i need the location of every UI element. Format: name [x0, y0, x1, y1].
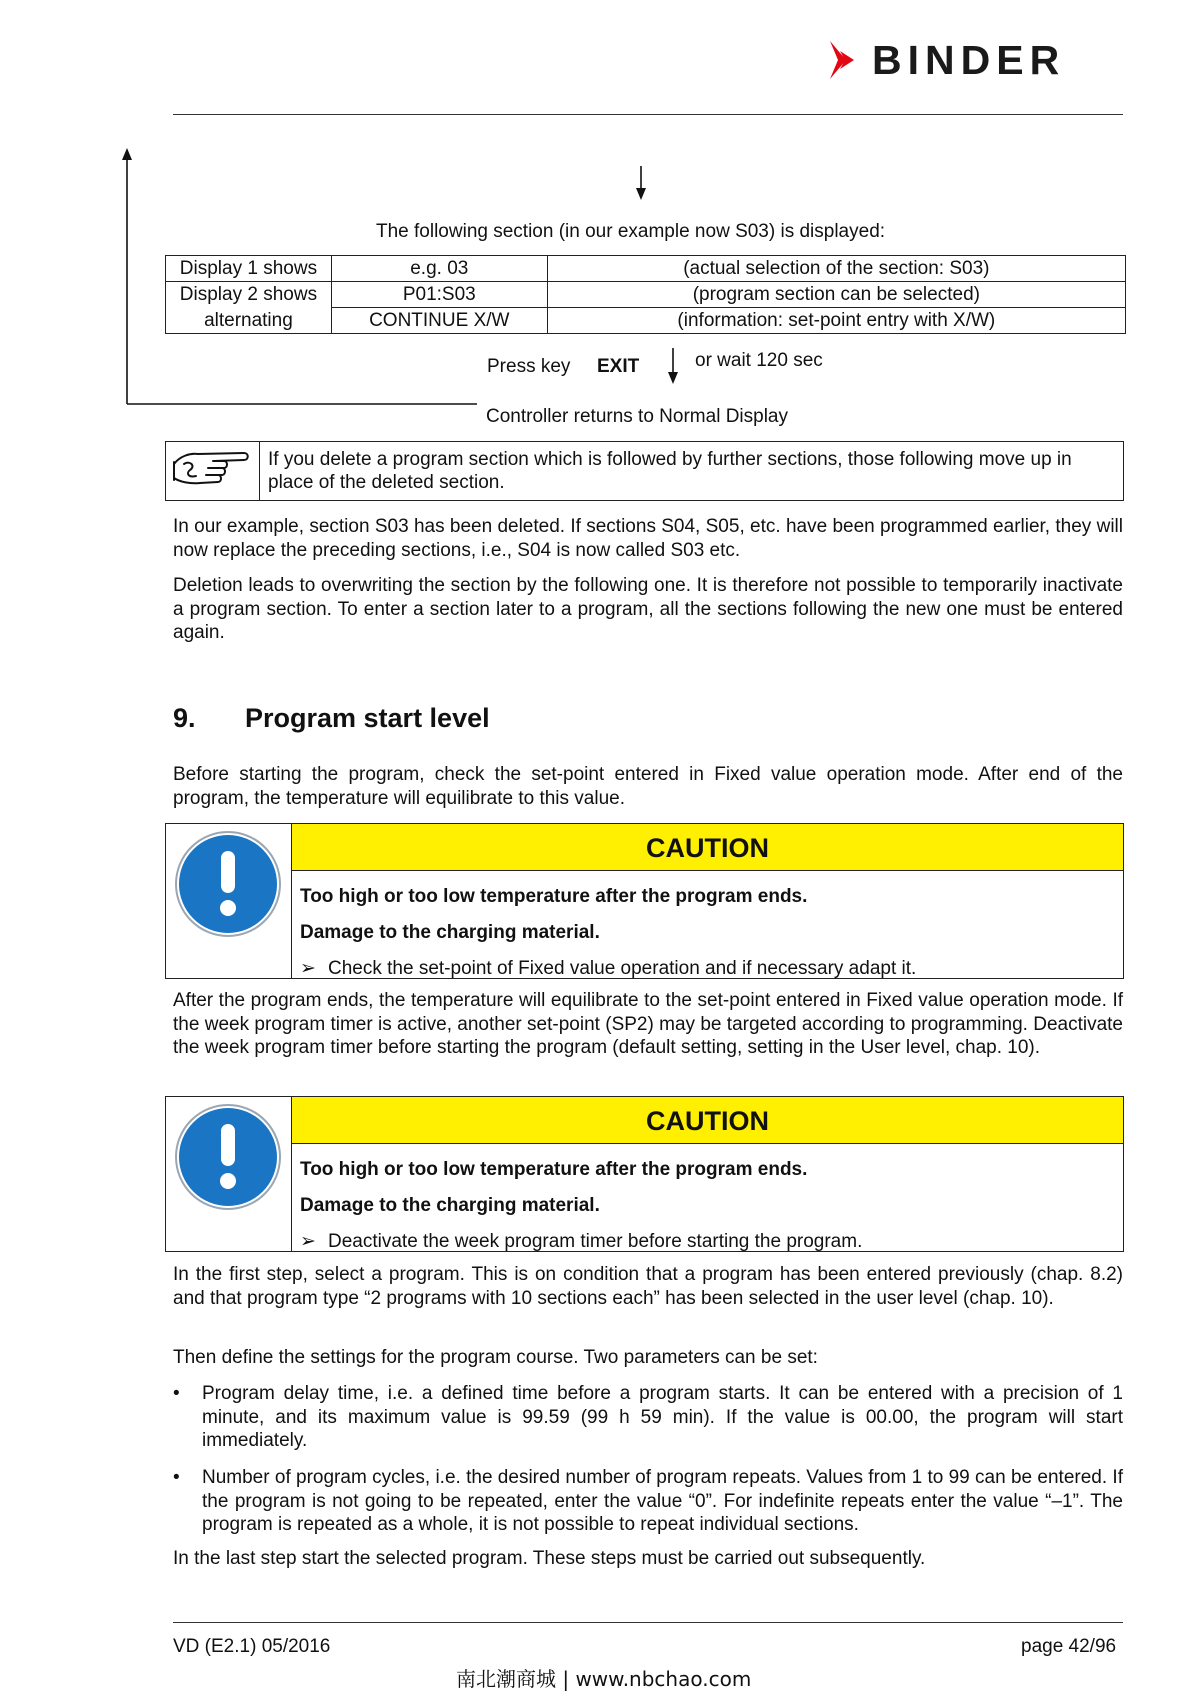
- exit-arrow-head: [668, 372, 678, 384]
- display-table: [165, 255, 1126, 334]
- table-cell: (actual selection of the section: S03): [547, 256, 1125, 282]
- paragraph-after-ends: After the program ends, the temperature will equilibrate to the set-point entered in Fixed value operation mode. If the week program timer is active, another set-point (SP2) may be targeted according to programming. Deactivate the week program timer before starting the program (default setting, setting in the User level, chap. 10).: [173, 990, 1123, 1058]
- press-key-label: Press key: [487, 356, 571, 377]
- arrow-bullet-icon: ➢: [300, 958, 316, 979]
- caution-box-2: [165, 1096, 1124, 1252]
- section-number: 9.: [173, 703, 196, 733]
- paragraph-deletion: Deletion leads to overwriting the section by the following one. It is therefore not possible to temporarily inactivate a program section. To enter a section later to a program, all the sections following the new one must be entered again.: [173, 575, 1123, 643]
- table-cell: (program section can be selected): [547, 282, 1125, 308]
- down-arrow-head: [636, 188, 646, 200]
- paragraph-then-define: Then define the settings for the program course. Two parameters can be set:: [173, 1347, 818, 1368]
- exit-key-label: EXIT: [597, 356, 640, 377]
- table-cell: e.g. 03: [331, 256, 547, 282]
- bullet-dot: •: [173, 1383, 180, 1404]
- list-item-text: Number of program cycles, i.e. the desired number of program repeats. Values from 1 to 99 can be entered. If the program is not going to be repeated, enter the value “0”. For indefinite repeats enter the value “–1”. The program is repeated as a whole, it is not possible to repeat individual sections.: [202, 1467, 1123, 1535]
- table-row: [166, 256, 1126, 282]
- caution-box-1: [165, 823, 1124, 979]
- note-text: If you delete a program section which is followed by further sections, those following move up in place of the deleted section.: [268, 449, 1072, 493]
- note-box: [165, 441, 1124, 501]
- caution-consequence: Damage to the charging material.: [300, 922, 600, 943]
- caution-action-text: Deactivate the week program timer before starting the program.: [328, 1231, 863, 1252]
- table-cell: Display 2 shows: [166, 282, 332, 308]
- footer-page-number: page 42/96: [1021, 1636, 1117, 1657]
- paragraph-last-step: In the last step start the selected program. These steps must be carried out subsequently.: [173, 1548, 926, 1569]
- pointing-hand-icon: [166, 442, 259, 500]
- table-cell: alternating: [166, 308, 332, 334]
- loop-up-arrowhead: [122, 148, 132, 160]
- list-item-text: Program delay time, i.e. a defined time before a program starts. It can be entered with a precision of 1 minute, and its maximum value is 99.59 (99 h 59 min). If the value is 00.00, the program will start immediately.: [202, 1383, 1123, 1451]
- exclamation-icon: [166, 1097, 291, 1251]
- table-cell: CONTINUE X/W: [331, 308, 547, 334]
- table-row: [166, 308, 1126, 334]
- caution-action-text: Check the set-point of Fixed value operation and if necessary adapt it.: [328, 958, 917, 979]
- exclamation-icon: [166, 824, 291, 978]
- returns-label: Controller returns to Normal Display: [486, 406, 788, 427]
- table-cell: P01:S03: [331, 282, 547, 308]
- caution-action: [300, 1230, 862, 1253]
- caution-icon-cell: [166, 1097, 292, 1251]
- following-section-text: The following section (in our example now S03) is displayed:: [376, 221, 886, 242]
- caution-banner: CAUTION: [292, 1097, 1123, 1144]
- paragraph-first-step: In the first step, select a program. This is on condition that a program has been entered previously (chap. 8.2) and that program type “2 programs with 10 sections each” has been selected in the user level (chap. 10).: [173, 1264, 1123, 1309]
- bullet-dot: •: [173, 1467, 180, 1488]
- wait-label: or wait 120 sec: [695, 350, 823, 371]
- footer-version: VD (E2.1) 05/2016: [173, 1636, 331, 1657]
- section-title: Program start level: [245, 703, 490, 733]
- caution-consequence: Damage to the charging material.: [300, 1195, 600, 1216]
- caution-action: [300, 957, 916, 980]
- footer-watermark: 南北潮商城 | www.nbchao.com: [456, 1667, 752, 1691]
- table-row: [166, 282, 1126, 308]
- paragraph-example: In our example, section S03 has been deleted. If sections S04, S05, etc. have been programmed earlier, they will now replace the preceding sections, i.e., S04 is now called S03 etc.: [173, 516, 1123, 561]
- arrow-bullet-icon: ➢: [300, 1231, 316, 1252]
- caution-hazard: Too high or too low temperature after the program ends.: [300, 1159, 808, 1180]
- footer-divider: [173, 1622, 1123, 1623]
- table-cell: (information: set-point entry with X/W): [547, 308, 1125, 334]
- brand-name: BINDER: [872, 37, 1066, 83]
- caution-banner: CAUTION: [292, 824, 1123, 871]
- table-cell: Display 1 shows: [166, 256, 332, 282]
- caution-icon-cell: [166, 824, 292, 978]
- caution-hazard: Too high or too low temperature after the program ends.: [300, 886, 808, 907]
- section-intro: Before starting the program, check the set-point entered in Fixed value operation mode. After end of the program, the temperature will equilibrate to this value.: [173, 764, 1123, 809]
- note-icon-cell: [166, 442, 260, 500]
